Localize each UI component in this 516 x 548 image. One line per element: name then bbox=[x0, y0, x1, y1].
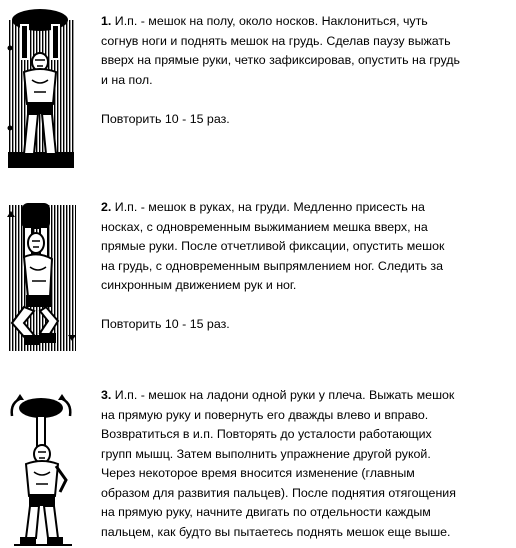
exercise-description-line: пальцем, как будто вы пытаетесь поднять мешок еще выше. bbox=[101, 524, 451, 539]
exercise-repeat: Повторить 10 - 15 раз. bbox=[101, 317, 230, 331]
exercise-description-line: образом для развития пальцев). После поднятия отягощения bbox=[101, 485, 456, 500]
exercise-2-illustration bbox=[6, 201, 78, 355]
exercise-number: 1. bbox=[101, 14, 112, 28]
exercise-description-line: согнув ноги и поднять мешок на грудь. Сделав паузу выжать bbox=[101, 33, 451, 48]
exercise-description-line: Возвратиться в и.п. Повторять до усталости работающих bbox=[101, 427, 432, 441]
exercise-description-line: групп мышц. Затем выполнить упражнение другой рукой. bbox=[101, 446, 431, 461]
exercise-description-line: на прямую руку, начните двигать по отдельности каждым bbox=[101, 505, 431, 519]
exercise-description-line: И.п. - мешок на ладони одной руки у плеча. Выжать мешок bbox=[114, 388, 455, 402]
exercise-description-line: прямые руки. После отчетливой фиксации, опустить мешок bbox=[101, 239, 445, 253]
exercise-description-line: синхронным движением рук и ног. bbox=[101, 278, 297, 292]
exercise-repeat: Повторить 10 - 15 раз. bbox=[101, 111, 230, 126]
exercise-3 bbox=[0, 380, 516, 548]
exercise-description-line: на грудь, с одновременным выпрямлением ног. Следить за bbox=[101, 258, 443, 273]
exercise-description-line: вверх на прямые руки, четко зафиксировав, опустить на грудь bbox=[101, 53, 460, 67]
exercise-2-text bbox=[101, 198, 511, 335]
exercise-1-illustration bbox=[6, 4, 78, 170]
exercise-1-text bbox=[101, 12, 511, 129]
exercise-description-line: Через некоторое время вносится изменение (главным bbox=[101, 466, 415, 480]
exercise-description-line: на прямую руку и повернуть его дважды влево и вправо. bbox=[101, 407, 429, 422]
exercise-description-line: И.п. - мешок в руках, на груди. Медленно присесть на bbox=[114, 200, 425, 214]
exercise-3-illustration bbox=[6, 388, 78, 548]
exercise-3-text bbox=[101, 386, 511, 542]
exercise-description-line: и на пол. bbox=[101, 72, 153, 87]
exercise-1 bbox=[0, 0, 516, 175]
exercise-number: 2. bbox=[101, 200, 112, 214]
exercise-description-line: носках, с одновременным выжиманием мешка вверх, на bbox=[101, 219, 428, 234]
exercise-description-line: И.п. - мешок на полу, около носков. Наклониться, чуть bbox=[114, 14, 428, 28]
exercise-2 bbox=[0, 195, 516, 360]
exercise-number: 3. bbox=[101, 388, 112, 402]
